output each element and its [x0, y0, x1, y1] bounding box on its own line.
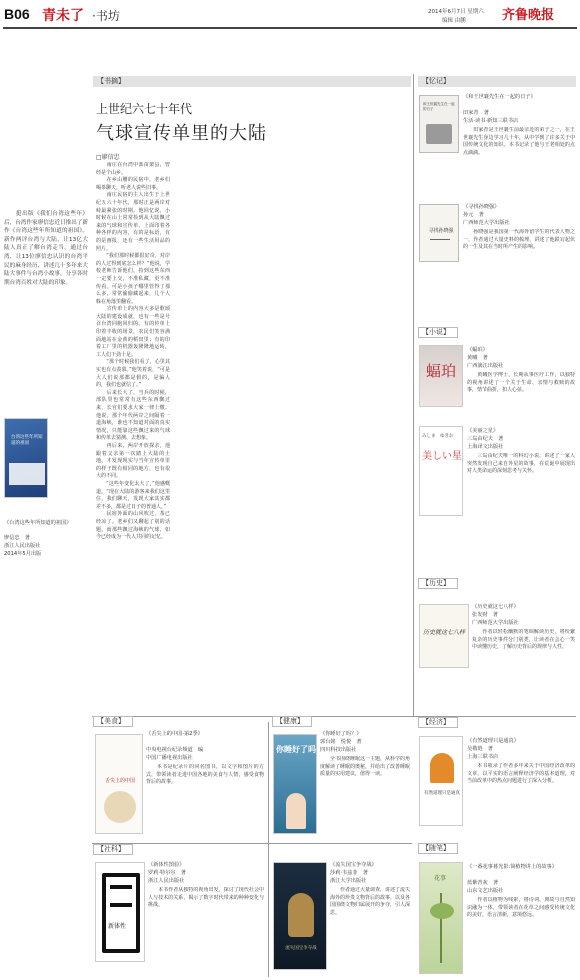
health-book-desc: 全书围绕睡眠这一主题，从科学的角度解读了睡眠的奥秘，并给出了改善睡眠质量的实用建议，值得一读。	[320, 756, 410, 778]
social-book-author: 罗莉·特尔尔 著	[148, 870, 186, 876]
novel-book-1-desc: 黄曦医学博士，长期从事医疗工作，以独特的视角讲述了一个关于生命、亲情与救赎的故事，情节曲折，扣人心弦。	[467, 372, 575, 394]
lead-book-publisher: 浙江人民出版社	[4, 543, 41, 549]
memory-book-1-publisher: 生活·读书·新知三联书店	[463, 118, 519, 124]
feature-author: □廖信忠	[96, 154, 120, 161]
treasure-book-desc: 作者通过大量调查，讲述了流失海外的珍贵文物背后的故事，以及各国围绕文物归属展开的争夺，引人深思。	[330, 887, 410, 916]
treasure-book-author: 莎莉·韦兹菲 著	[330, 870, 368, 876]
food-book-author: 中央电视台纪录频道 编	[146, 747, 204, 753]
history-book-desc: 作者以轻松幽默的笔调解读历史，将纷繁复杂的历史事件分门别类，让读者在会心一笑中读懂历史，了解历史背后的规律与人性。	[472, 629, 575, 651]
novel-cover-2	[419, 426, 463, 516]
economy-book-desc: 本书收录了作者多年来关于中国经济改革的文章，以平实的语言阐释经济学的基本道理，对当前改革中的热点问题进行了深入分析。	[467, 763, 575, 785]
health-cover	[273, 734, 317, 834]
cover-title: 舌尖上的中国	[104, 778, 135, 784]
body-paragraph: “我们那时候都很好奇，对岸的人过得到底怎么样？”他说，学校老师告诉他们，捡到这些东西一定要上交，不准私藏，更不准传看。可是小孩子哪里管得了那么多，常常偷偷藏起来，几个人躲在角落里翻看。	[96, 253, 170, 305]
body-paragraph: 在乡山腰的民宿中，老乡们喝茶聊天，听老人说些旧事。	[96, 177, 170, 191]
memory-cover-1	[419, 95, 459, 153]
memory-book-1-author: 田家青 著	[463, 110, 489, 116]
feature-kicker: 上世纪六七十年代	[96, 102, 193, 116]
memory-book-2-author: 孙元 著	[463, 212, 484, 218]
editors: 编辑 由鹏	[442, 18, 466, 24]
body-paragraph: 后来长大了，当兵的时候，部队里也常常有这些东西飘过来，长官们要求大家一律上缴。他说，那个年代两岸之间隔着一道海峡，谁也不知道对面的真实情况，只能靠这些飘过来的气球和传单去猜测、去想象。	[96, 389, 170, 442]
economy-cover	[419, 736, 463, 826]
section-header-social: 【社科】	[93, 844, 133, 855]
history-cover	[419, 604, 469, 668]
history-book-author: 张发财 著	[472, 612, 498, 618]
cover-title: 美しい星	[422, 451, 462, 462]
memory-book-1-title: 《和王世襄先生在一起的日子》	[463, 94, 536, 100]
novel-book-1-title: 《蝠珀》	[467, 347, 488, 353]
lead-book-author: 廖信忠 著	[4, 535, 30, 541]
economy-book-publisher: 上海三联书店	[467, 754, 499, 760]
health-book-author: 郭台铭 悦悦 著	[320, 739, 362, 745]
lead-book-date: 2014年5月出版	[4, 551, 42, 557]
social-cover	[95, 862, 145, 962]
masthead-rule	[3, 27, 577, 29]
body-paragraph: 南庄在台湾中部苗栗县，曾经是个山乡。	[96, 162, 170, 176]
essay-book-author: 蓝紫青灰 著	[467, 880, 499, 886]
food-book-desc: 本书是纪录片的同名图书，以文字和图片的方式，带领读者走进中国各地的美食与人情，感受食物背后的故事。	[146, 764, 264, 786]
social-book-desc: 本书作者从独特的视角出发，探讨了现代社会中人与技术的关系，揭示了数字时代带来的种种变化与挑战。	[148, 887, 264, 909]
essay-cover	[419, 862, 463, 974]
essay-book-desc: 作者以植物为线索，将诗词、典故与自然知识融为一体，带领读者在花草之间感受传统文化的美好，语言清新，意境悠远。	[467, 897, 575, 919]
issue-date: 2014年6月7日 星期六	[428, 9, 484, 15]
treasure-book-title: 《流失国宝争夺战》	[330, 862, 377, 868]
section-header-novel: 【小说】	[418, 327, 458, 338]
novel-book-1-publisher: 广西漓江出版社	[467, 363, 504, 369]
cover-title: 和王世襄先生在一起的日子	[423, 102, 455, 111]
novel-book-2-author: 三岛由纪夫 著	[467, 436, 504, 442]
section-subtitle: ·书坊	[92, 9, 120, 23]
section-header-food: 【美食】	[93, 716, 133, 727]
body-paragraph: “这些年变化太大了，”他感慨道，“现在大陆的游客来我们这里住，我们聊天，发现大家其实都差不多，都是过日子的普通人。”	[96, 480, 170, 510]
body-paragraph: 南庄民宿的主人出生于上世纪五六十年代，那时正是两岸对峙最紧张的时期。他回忆说，小时候在山上常常捡到从大陆飘过来的气球和宣传单，上面印着各种各样的内容，有的是标语，有的是画报，还有一些生活用品的照片。	[96, 192, 170, 252]
cover-title: 你睡好了吗	[276, 745, 316, 754]
cover-title: 寻找孙晓强	[428, 228, 454, 234]
health-book-title: 《你睡好了吗？》	[320, 731, 362, 737]
cover-title: 流失国宝争夺战	[285, 946, 317, 951]
section-header-history: 【历史】	[418, 578, 458, 589]
history-book-title: 《历史就这七八样》	[472, 604, 519, 610]
body-paragraph: 再后来，两岸开放探亲，他跟着父亲第一次踏上大陆的土地，才发现现实与当年宣传单里的样子既有相同的地方，也有很大的不同。	[96, 442, 170, 480]
memory-book-2-desc: 孙晓强是我国第一代海外留学生的代表人物之一，作者通过大量史料的梳理，讲述了他跌宕起伏的一生及其在当时所产生的影响。	[463, 229, 575, 251]
essay-book-title: 《一番花事暮光影:简植物讲上的故事》	[467, 864, 557, 870]
section-header-essay: 【随笔】	[418, 843, 458, 854]
body-paragraph: 宣传单上的内容大多是歌颂大陆的建设成就，也有一些是号召台湾同胞回归的。有的传单上印着丰收的场景，农民们笑容满面地站在金黄的稻田里；有的印着工厂里的机器轰隆隆地运转，工人们干劲十足。	[96, 306, 170, 358]
memory-cover-2	[419, 204, 459, 262]
social-book-publisher: 浙江人民出版社	[148, 878, 185, 884]
section-title: 青未了	[42, 8, 84, 24]
cover-title: 蝠珀	[426, 362, 457, 380]
feature-body	[96, 162, 410, 714]
treasure-cover	[273, 862, 327, 970]
section-header-economy: 【经济】	[418, 717, 458, 728]
cover-author: みしま ゆきお	[422, 434, 454, 439]
newspaper-logo: 齐鲁晚报	[502, 8, 555, 23]
food-cover	[95, 734, 143, 834]
novel-book-2-title: 《美丽之星》	[467, 428, 499, 434]
memory-book-2-publisher: 广西师范大学出版社	[463, 220, 510, 226]
novel-book-2-publisher: 上海译文出版社	[467, 444, 504, 450]
feature-headline: 气球宣传单里的大陆	[96, 123, 267, 144]
history-book-publisher: 广西师范大学出版社	[472, 620, 519, 626]
cover-title: 有然道理只是通真	[424, 791, 460, 796]
novel-cover-1	[419, 345, 463, 407]
column-divider	[413, 74, 414, 716]
cover-title: 台湾这些年所知道的祖国	[11, 435, 43, 446]
social-book-title: 《新体性图验》	[148, 862, 185, 868]
food-book-title: 《舌尖上的中国·第2季》	[146, 731, 203, 737]
economy-book-author: 吴敬琏 著	[467, 746, 493, 752]
memory-book-1-desc: 田家青是王世襄生前最亲近的弟子之一，在王世襄先生身边学习几十年，从中学到了许多关于中国传统文化的知识。本书记录了他与王老相处的点点滴滴。	[463, 127, 575, 156]
cover-title: 新体性	[108, 923, 127, 930]
essay-book-publisher: 山东文艺出版社	[467, 888, 504, 894]
body-paragraph: “那个时候我们看了，心里其实也有点羡慕。”他笑着说，“可是大人们说那都是假的，是骗人的，我们也就信了。”	[96, 359, 170, 389]
section-divider	[92, 843, 412, 844]
lead-intro: 挺出版《我们台湾这些年》后，台湾作家廖信忠近日推出了新作《台湾这些年所知道的祖国》。新作两评台湾与大陆，让13亿大陆人真正了解台湾走当。通过台湾，让13位廖信忠认识的台湾平民的麻身经历，讲述几十多年来大陆大事件与台湾小故事，分享各时期台湾百姓对大陆的印象。	[4, 211, 88, 286]
cover-title: 历史就这七八样	[423, 629, 466, 636]
masthead	[0, 0, 580, 30]
feature-tag: 【书摘】	[93, 76, 411, 87]
cover-title: 花事	[434, 875, 447, 882]
novel-book-2-desc: 三岛由纪夫唯一的科幻小说，讲述了一家人突然发现自己来自外星的故事，在荒诞中展现出对人类命运的深刻思考与关怀。	[467, 453, 575, 475]
section-divider	[92, 716, 576, 717]
health-book-publisher: 四川科技出版社	[320, 747, 357, 753]
lead-book-cover	[4, 418, 48, 498]
lead-book-title: 《台湾这些年所知道的祖国》	[4, 520, 72, 526]
memory-book-2-title: 《寻找孙晓强》	[463, 204, 500, 210]
novel-book-1-author: 黄曦 著	[467, 355, 488, 361]
economy-book-title: 《有然道理只是通真》	[467, 738, 519, 744]
body-paragraph: 民宿外面的山风吹过，茶已经凉了。老乡们又聊起了别的话题，而那些飘过海峡的气球，如今已经成为一代人共同的记忆。	[96, 511, 170, 541]
page-number: B06	[4, 6, 30, 22]
food-book-publisher: 中国广播电视出版社	[146, 755, 193, 761]
section-header-health: 【健康】	[272, 716, 312, 727]
column-divider	[268, 722, 269, 977]
section-header-memory: 【忆记】	[418, 76, 576, 87]
treasure-book-publisher: 浙江大学出版社	[330, 878, 367, 884]
